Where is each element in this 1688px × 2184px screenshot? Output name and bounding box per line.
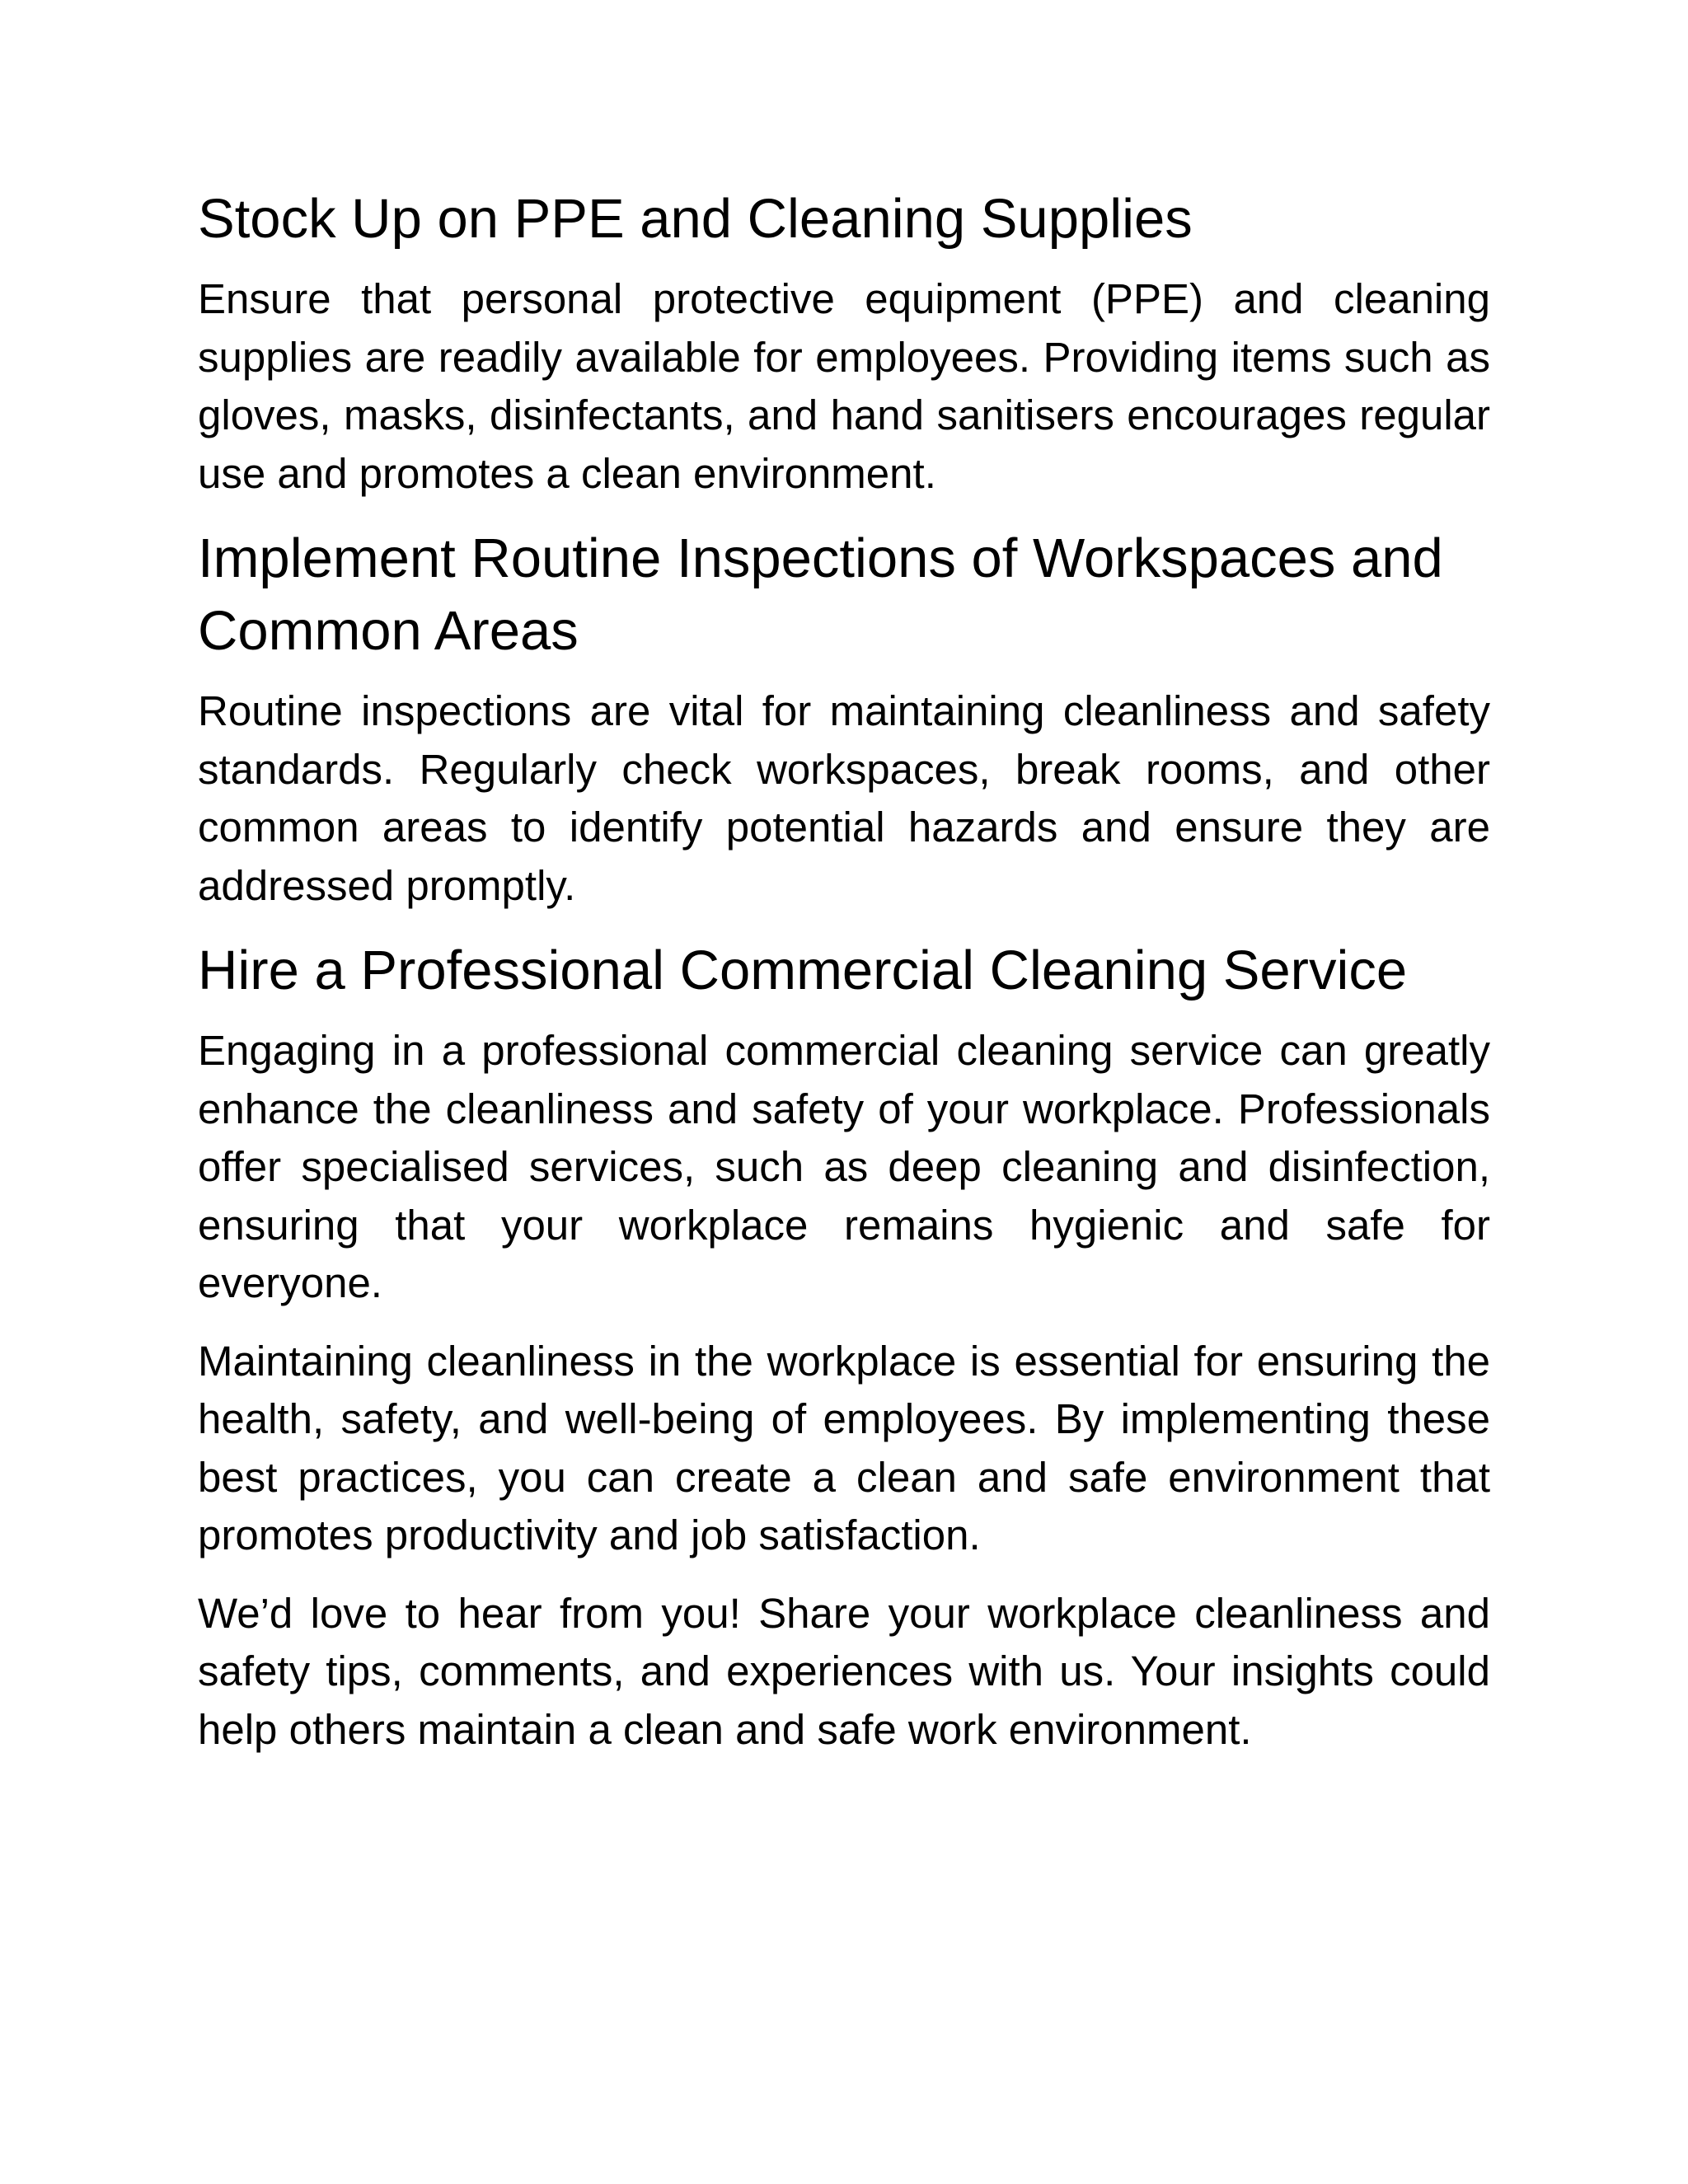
document-page bbox=[198, 183, 1490, 1779]
section-heading: Stock Up on PPE and Cleaning Supplies bbox=[198, 188, 1193, 250]
section-paragraph: Routine inspections are vital for maintaining cleanliness and safety standards. Regularly check workspaces, break rooms, and other common areas to identify potential hazards and ensure they are addressed promptly. bbox=[198, 687, 1490, 909]
section-paragraph: Engaging in a professional commercial cleaning service can greatly enhance the cleanliness and safety of your workplace. Professionals offer specialised services, such as deep cleaning and disinfection, ensuring that your workplace remains hygienic and safe for everyone. bbox=[198, 1027, 1490, 1306]
call-to-action-paragraph: We’d love to hear from you! Share your workplace cleanliness and safety tips, comments, and experiences with us. Your insights could help others maintain a clean and safe work environment. bbox=[198, 1589, 1490, 1753]
section-paragraph: Ensure that personal protective equipment (PPE) and cleaning supplies are readily available for employees. Providing items such as gloves, masks, disinfectants, and hand sanitisers encourages regular use and promotes a clean environment. bbox=[198, 275, 1490, 497]
section-routine-inspections bbox=[198, 523, 1490, 915]
section-heading: Hire a Professional Commercial Cleaning Service bbox=[198, 940, 1408, 1001]
section-heading: Implement Routine Inspections of Workspaces and Common Areas bbox=[198, 527, 1443, 662]
section-professional-cleaning bbox=[198, 935, 1490, 1759]
section-ppe-supplies bbox=[198, 183, 1490, 503]
conclusion-paragraph: Maintaining cleanliness in the workplace is essential for ensuring the health, safety, and well-being of employees. By implementing these best practices, you can create a clean and safe environment that promotes productivity and job satisfaction. bbox=[198, 1337, 1490, 1558]
